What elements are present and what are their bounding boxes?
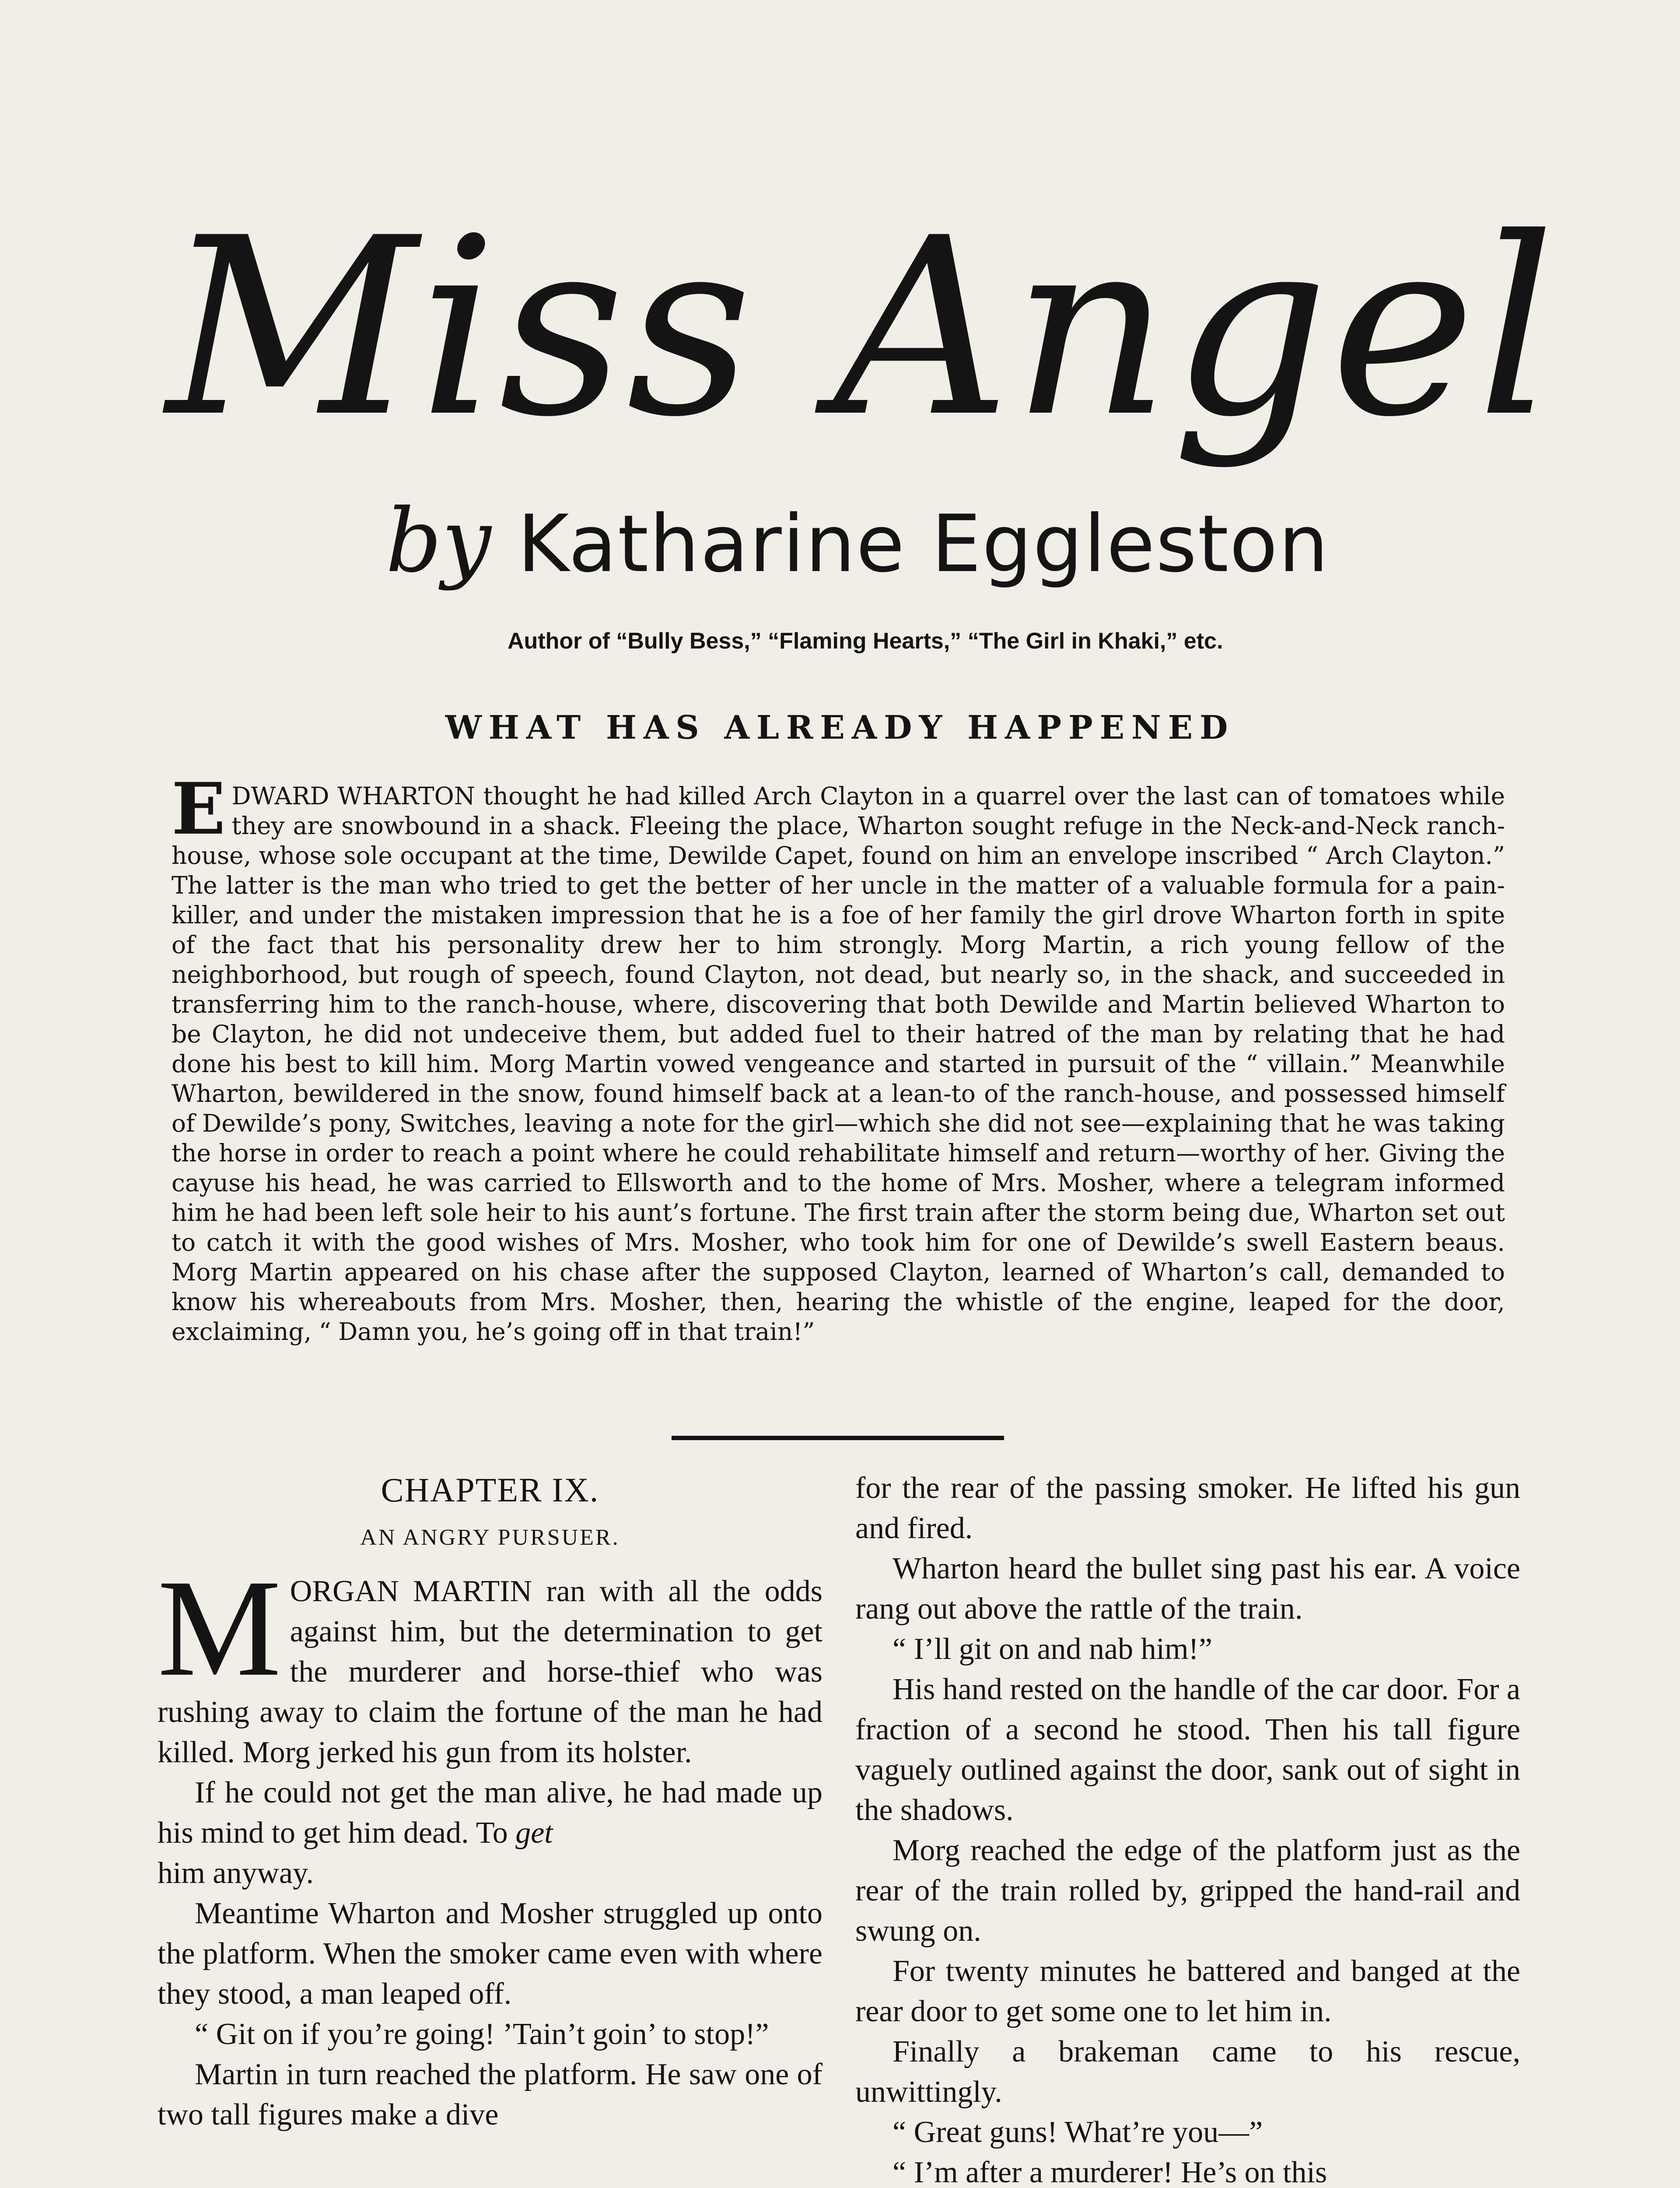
synopsis-text: DWARD WHARTON thought he had killed Arch Clayton in a quarrel over the last can of tomatoes while they are snowbound in a shack. Fleeing the place, Wharton sought refuge in the Neck-and-Neck ranch-house, whose sole occupant at the time, Dewilde Capet, found on him an envelope inscribed “ Arch Clayton.” The latter is the man who tried to get the better of her uncle in the matter of a valuable formula for a pain-killer, and under the mistaken impression that he is a foe of her family the girl drove Wharton forth in spite of the fact that his personality drew her to him strongly. Morg Martin, a rich young fellow of the neighborhood, but rough of speech, found Clayton, not dead, but nearly so, in the shack, and succeeded in transferring him to the ranch-house, where, discovering that both Dewilde and Martin believed Wharton to be Clayton, he did not undeceive them, but added fuel to their hatred of the man by relating that he had done his best to kill him. Morg Martin vowed vengeance and started in pursuit of the “ villain.” Meanwhile Wharton, bewildered in the snow, found himself back at a lean-to of the ranch-house, and possessed himself of Dewilde’s pony, Switches, leaving a note for the girl—which she did not see—explaining that he was taking the horse in order to reach a point where he could rehabilitate himself and return—worthy of her. Giving the cayuse his head, he was carried to Ellsworth and to the home of Mrs. Mosher, where a telegram informed him he had been left sole heir to his aunt’s fortune. The first train after the storm being due, Wharton set out to catch it with the good wishes of Mrs. Mosher, who took him for one of Dewilde’s swell Eastern beaus. Morg Martin appeared on his chase after the supposed Clayton, learned of Wharton’s call, demanded to know his whereabouts from Mrs. Mosher, then, hearing the whistle of the engine, leaped for the door, exclaiming, “ Damn you, he’s going off in that train!” [172, 782, 1505, 1346]
byline [341, 490, 1374, 592]
author-credits: Author of “Bully Bess,” “Flaming Hearts,” “The Girl in Khaki,” etc. [508, 628, 1223, 654]
paragraph: “ I’ll git on and nab him!” [892, 1632, 1212, 1666]
left-column [158, 1468, 822, 2135]
synopsis-heading: WHAT HAS ALREADY HAPPENED [445, 709, 1235, 747]
chapter-title: CHAPTER IX. [381, 1471, 599, 1509]
paragraph: MORGAN MARTIN ran with all the odds against him, but the determination to get the murderer and horse-thief who was rushing away to claim the fortune of the man he had killed. Morg jerked his gun from its holster. [158, 1551, 822, 1769]
paragraph: Wharton heard the bullet sing past his ear. A voice rang out above the rattle of the train. [855, 1552, 1520, 1626]
synopsis-drop-cap: E [172, 768, 226, 851]
paragraph: Finally a brakeman came to his rescue, unwittingly. [855, 2035, 1520, 2109]
paragraph: If he could not get the man alive, he had made up his mind to get him dead. To get [158, 1776, 822, 1850]
chapter-drop-cap: M [158, 1551, 281, 1705]
paragraph: Meantime Wharton and Mosher struggled up onto the platform. When the smoker came even with where they stood, a man leaped off. [158, 1897, 822, 2011]
paragraph: “ Great guns! What’re you—” [892, 2115, 1263, 2149]
emphasis: get [515, 1816, 553, 1850]
paragraph: For twenty minutes he battered and banged at the rear door to get some one to let him in. [855, 1954, 1520, 2028]
synopsis-paragraph [172, 768, 1505, 1346]
chapter-subtitle: AN ANGRY PURSUER. [360, 1525, 620, 1550]
author-name: Katharine Eggleston [517, 498, 1330, 590]
paragraph: him anyway. [158, 1856, 314, 1890]
paragraph: Martin in turn reached the platform. He saw one of two tall figures make a dive [158, 2058, 822, 2132]
by-word: by [385, 490, 491, 592]
right-column [855, 1468, 1520, 2188]
paragraph: His hand rested on the handle of the car door. For a fraction of a second he stood. Then his tall figure vaguely outlined against the door, sank out of sight in the shadows. [855, 1673, 1520, 1827]
paragraph: Morg reached the edge of the platform just as the rear of the train rolled by, gripped the hand-rail and swung on. [855, 1834, 1520, 1948]
section-divider [672, 1436, 1004, 1440]
paragraph: for the rear of the passing smoker. He lifted his gun and fired. [855, 1471, 1520, 1545]
paragraph: “ I’m after a murderer! He’s on this [892, 2156, 1327, 2188]
paragraph: “ Git on if you’re going! ’Tain’t goin’ to stop!” [195, 2017, 769, 2051]
story-title: Miss Angel [166, 186, 1558, 471]
